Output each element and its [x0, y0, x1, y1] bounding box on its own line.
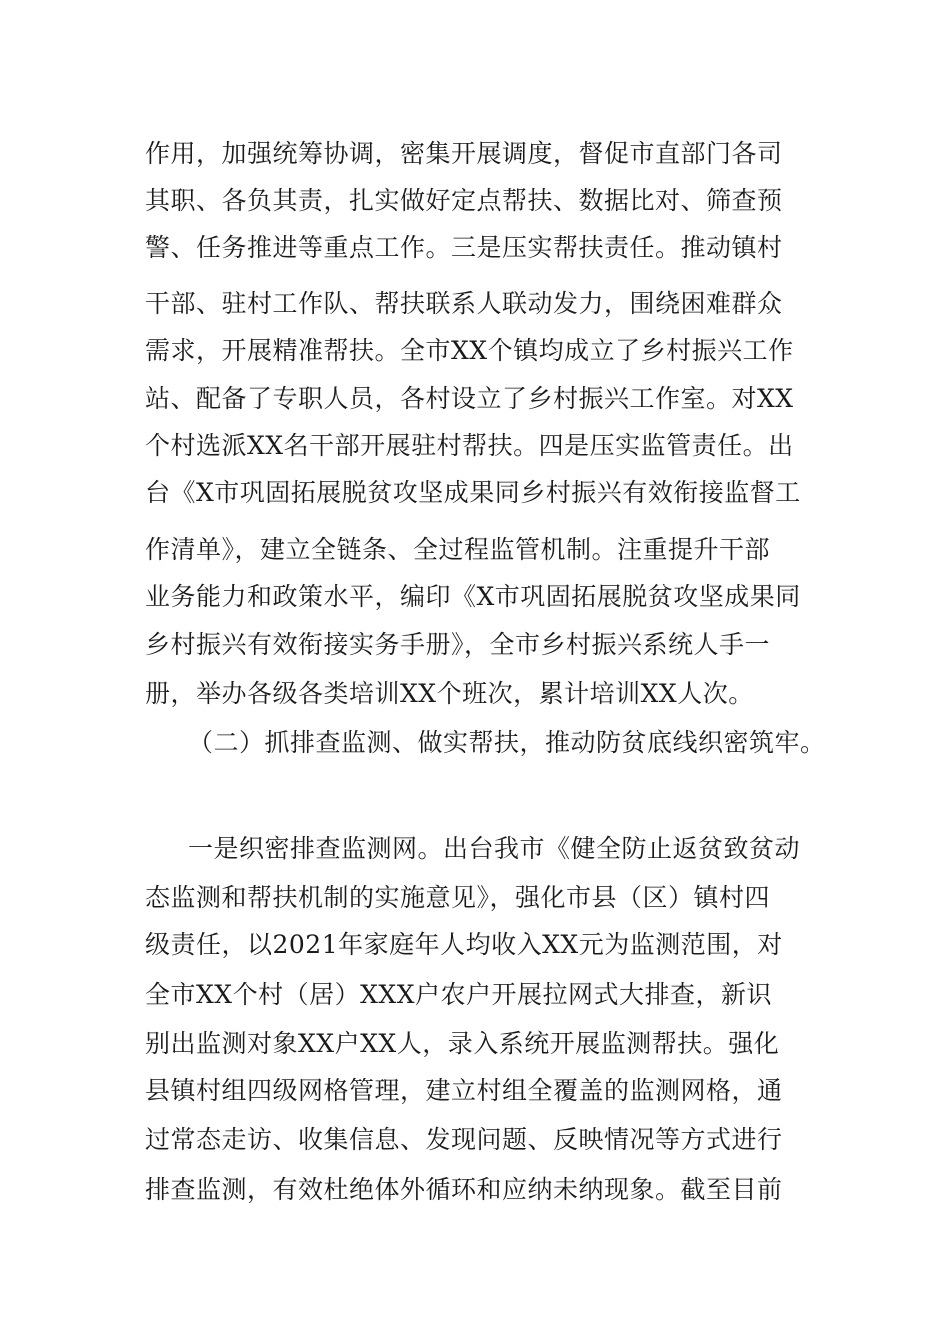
text-line: 个村选派XX名干部开展驻村帮扶。四是压实监管责任。出 [145, 431, 794, 460]
text-line: 警、任务推进等重点工作。三是压实帮扶责任。推动镇村 [145, 233, 783, 262]
text-line: 过常态走访、收集信息、发现问题、反映情况等方式进行 [145, 1125, 783, 1154]
text-line: 排查监测，有效杜绝体外循环和应纳未纳现象。截至目前 [145, 1175, 783, 1204]
text-line: 一是织密排查监测网。出台我市《健全防止返贫致贫动 [188, 834, 801, 863]
text-line: 县镇村组四级网格管理，建立村组全覆盖的监测网格，通 [145, 1076, 783, 1105]
text-line: 乡村振兴有效衔接实务手册》，全市乡村振兴系统人手一 [145, 630, 771, 659]
text-line: 台《X市巩固拓展脱贫攻坚成果同乡村振兴有效衔接监督工 [145, 478, 801, 507]
text-line: 干部、驻村工作队、帮扶联系人联动发力，围绕困难群众 [145, 289, 783, 318]
text-line: 全市XX个村（居）XXX户农户开展拉网式大排查，新识 [145, 980, 772, 1009]
text-line: 业务能力和政策水平，编印《X市巩固拓展脱贫攻坚成果同 [145, 582, 801, 611]
text-line: 册，举办各级各类培训XX个班次，累计培训XX人次。 [145, 679, 754, 708]
text-line: 作用，加强统筹协调，密集开展调度，督促市直部门各司 [145, 139, 783, 168]
section-heading: （二）抓排查监测、做实帮扶，推动防贫底线织密筑牢。 [188, 728, 826, 757]
text-line: 其职、各负其责，扎实做好定点帮扶、数据比对、筛查预 [145, 186, 783, 215]
text-line: 态监测和帮扶机制的实施意见》，强化市县（区）镇村四 [145, 883, 771, 912]
text-line: 作清单》，建立全链条、全过程监管机制。注重提升干部 [145, 535, 771, 564]
text-line: 站、配备了专职人员，各村设立了乡村振兴工作室。对XX [145, 384, 794, 413]
text-line: 级责任，以2021年家庭年人均收入XX元为监测范围，对 [145, 930, 783, 959]
text-line: 别出监测对象XX户XX人，录入系统开展监测帮扶。强化 [145, 1029, 780, 1058]
text-line: 需求，开展精准帮扶。全市XX个镇均成立了乡村振兴工作 [145, 336, 794, 365]
